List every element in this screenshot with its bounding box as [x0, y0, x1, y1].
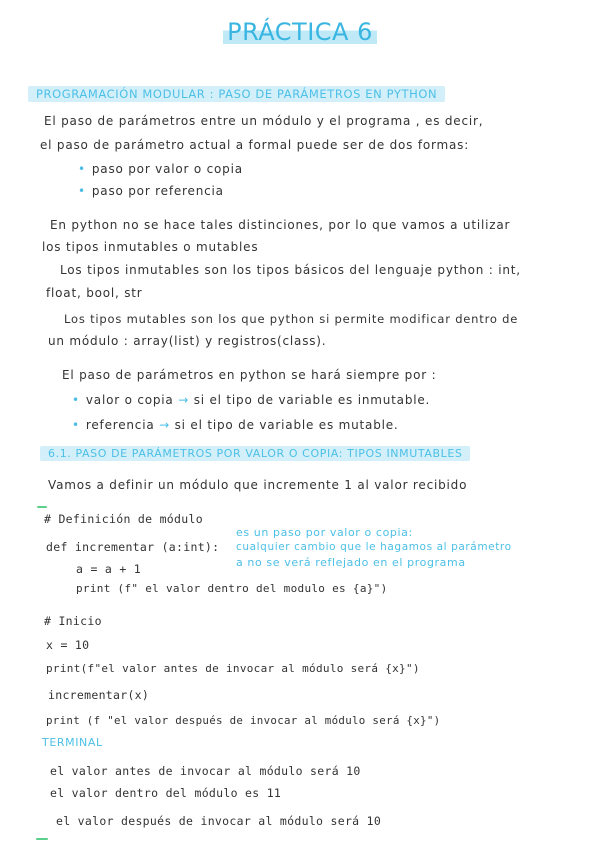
page-title: [0, 18, 600, 46]
para3-line-1: Los tipos inmutables son los tipos básicos del lenguaje python : int,: [60, 263, 521, 277]
intro-line-1: El paso de parámetros entre un módulo y el programa , es decir,: [44, 114, 484, 128]
code-print-before: print(f"el valor antes de invocar al módulo será {x}"): [46, 662, 420, 675]
code-print-after: print (f "el valor después de invocar al módulo será {x}"): [46, 714, 441, 727]
terminal-output-1: el valor antes de invocar al módulo será 10: [50, 764, 361, 778]
pass-item-1-term: valor o copia: [85, 393, 174, 407]
para5-line-1: El paso de parámetros en python se hará siempre por :: [62, 368, 437, 382]
form-item-1-text: paso por valor o copia: [91, 162, 243, 176]
pass-item-1: [72, 393, 430, 407]
code-assign: x = 10: [46, 638, 90, 652]
code-body-2: print (f" el valor dentro del modulo es {a}"): [76, 582, 388, 595]
bullet-icon: •: [72, 418, 80, 432]
section-heading: PROGRAMACIÓN MODULAR : PASO DE PARÁMETROS EN PYTHON: [28, 86, 445, 102]
form-item-1: [78, 162, 243, 176]
code-end-mark: [36, 838, 48, 840]
note-line-2: cualquier cambio que le hagamos al parámetro: [236, 541, 512, 553]
para2-line-2: los tipos inmutables o mutables: [42, 240, 259, 254]
subsection-heading: 6.1. PASO DE PARÁMETROS POR VALOR O COPIA: TIPOS INMUTABLES: [40, 446, 470, 461]
pass-item-2-desc: si el tipo de variable es mutable.: [174, 418, 399, 432]
code-def-line: def incrementar (a:int):: [46, 540, 220, 554]
form-item-2-text: paso por referencia: [91, 184, 224, 198]
code-comment-inicio: # Inicio: [44, 614, 102, 628]
terminal-output-2: el valor dentro del módulo es 11: [50, 786, 282, 800]
para4-line-1: Los tipos mutables son los que python si permite modificar dentro de: [64, 312, 519, 326]
code-start-mark: [37, 506, 47, 508]
pass-item-2-term: referencia: [85, 418, 155, 432]
page-title-text: PRÁCTICA 6: [223, 18, 377, 46]
para4-line-2: un módulo : array(list) y registros(class).: [48, 334, 327, 348]
arrow-right-icon: →: [178, 393, 190, 407]
arrow-right-icon: →: [159, 418, 170, 432]
sub-intro: Vamos a definir un módulo que incremente 1 al valor recibido: [48, 478, 468, 492]
code-body-1: a = a + 1: [76, 562, 142, 576]
para2-line-1: En python no se hace tales distinciones, por lo que vamos a utilizar: [50, 218, 511, 232]
form-item-2: [78, 184, 224, 198]
code-comment-def: # Definición de módulo: [44, 512, 203, 526]
intro-line-2: el paso de parámetro actual a formal puede ser de dos formas:: [40, 138, 470, 152]
terminal-output-3: el valor después de invocar al módulo será 10: [56, 814, 382, 828]
para3-line-2: float, bool, str: [46, 286, 143, 300]
terminal-label: TERMINAL: [42, 736, 103, 749]
code-call: incrementar(x): [48, 688, 150, 702]
bullet-icon: •: [78, 162, 86, 176]
pass-item-2: [72, 418, 399, 432]
note-line-1: es un paso por valor o copia:: [236, 526, 413, 539]
note-line-3: a no se verá reflejado en el programa: [236, 556, 466, 569]
pass-item-1-desc: si el tipo de variable es inmutable.: [193, 393, 431, 407]
bullet-icon: •: [78, 184, 86, 198]
bullet-icon: •: [72, 393, 80, 407]
